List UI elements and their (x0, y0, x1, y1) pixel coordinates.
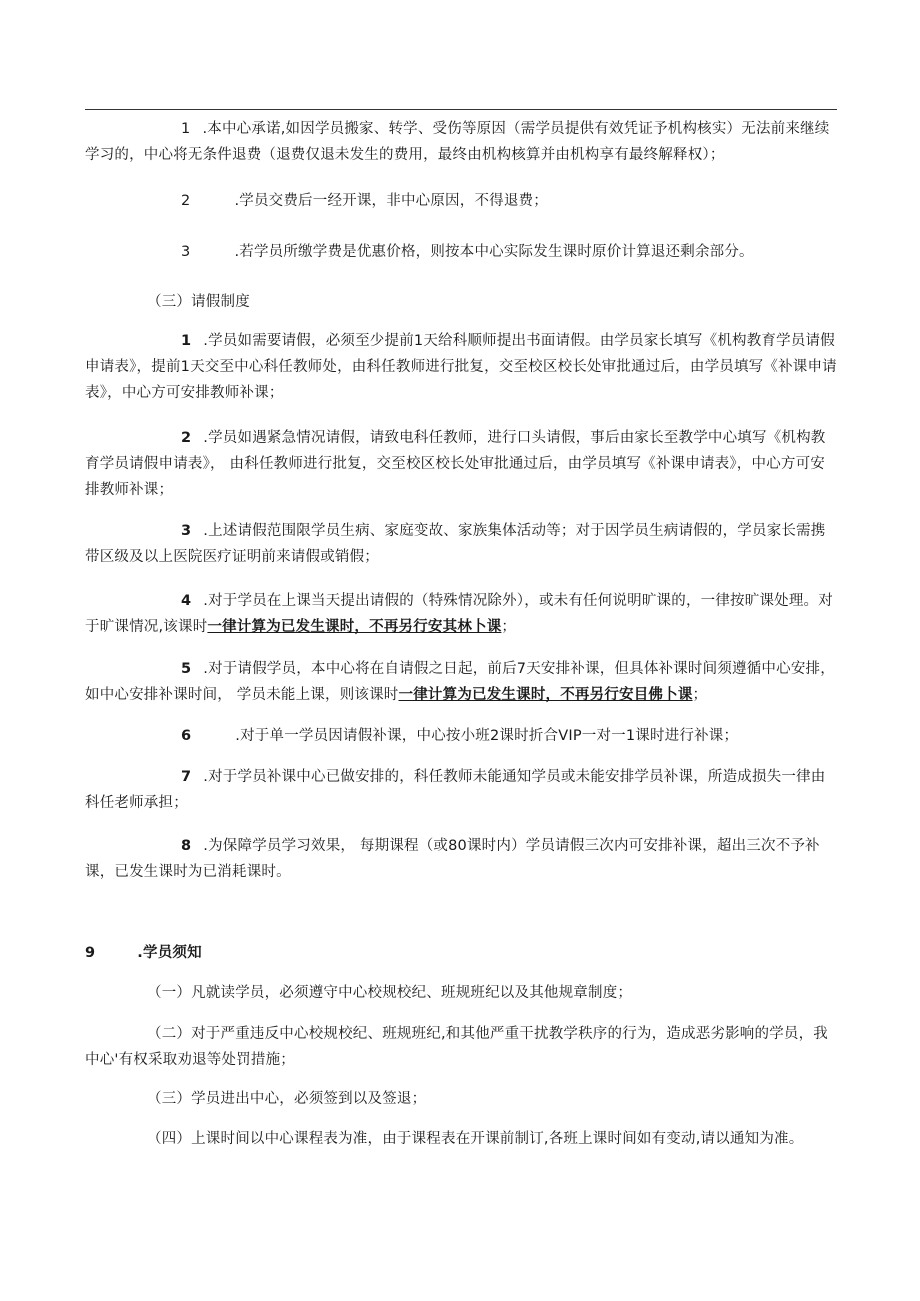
notice-item-1 (85, 980, 837, 1006)
item-number: 1 (181, 333, 192, 349)
notice-text: （二）对于严重违反中心校规校纪、班规班纪,和其他严重干扰教学秩序的行为，造成恶劣影响的学员，我中心'有权采取劝退等处罚措施； (85, 1026, 829, 1068)
notice-text: （三）学员进出中心，必须签到以及签退； (147, 1091, 427, 1107)
notice-item-2 (85, 1021, 837, 1073)
notice-item-3 (85, 1086, 837, 1112)
item-text: .本中心承诺,如因学员搬家、转学、受伤等原因（需学员提供有效凭证予机构核实）无法前来继续学习的，中心将无条件退费（退费仅退未发生的费用，最终由机构核算并由机构享有最终解释权）； (85, 121, 830, 163)
leave-section-title (85, 289, 837, 315)
item-number: 7 (181, 769, 192, 785)
item-text: .对于学员在上课当天提出请假的（特殊情况除外），或未有任何说明旷课的，一律按旷课处理。对于旷课情况,该课时 (85, 593, 833, 635)
leave-item-2 (85, 425, 837, 503)
notice-heading (85, 940, 837, 966)
refund-item-1 (85, 116, 837, 168)
leave-item-1 (85, 328, 837, 406)
item-text: .学员交费后一经开课，非中心原因，不得退费； (234, 193, 548, 209)
item-text: .上述请假范围限学员生病、家庭变故、家族集体活动等；对于因学员生病请假的，学员家长需携带区级及以上医院医疗证明前来请假或销假； (85, 523, 826, 565)
section-number: 9 (85, 945, 96, 961)
emphasized-text: 一律计算为已发生课时，不再另行安目佛卜课 (398, 687, 693, 703)
item-text: .对于请假学员，本中心将在自请假之日起，前后7天安排补课，但具体补课时间须遵循中心安排，如中心安排补课时间， 学员未能上课，则该课时 (85, 661, 835, 703)
item-text-end: ； (692, 687, 708, 703)
item-text: .对于学员补课中心已做安排的，科任教师未能通知学员或未能安排学员补课，所造成损失一律由科任老师承担； (85, 769, 826, 811)
refund-item-3 (85, 239, 837, 265)
notice-text: （四）上课时间以中心课程表为准，由于课程表在开课前制订,各班上课时间如有变动,请以通知为准。 (147, 1131, 804, 1147)
emphasized-text: 一律计算为已发生课时，不再另行安其林卜课 (207, 619, 502, 635)
item-text: .对于单一学员因请假补课，中心按小班2课时折合VIP一对一1课时进行补课； (235, 728, 739, 744)
leave-item-4 (85, 588, 837, 640)
item-number: 2 (181, 430, 192, 446)
item-number: 8 (181, 838, 192, 854)
header-rule (85, 109, 837, 110)
refund-item-2 (85, 188, 837, 214)
item-text: .若学员所缴学费是优惠价格，则按本中心实际发生课时原价计算退还剩余部分。 (234, 244, 754, 260)
item-number: 1 (181, 121, 191, 137)
item-text: .为保障学员学习效果， 每期课程（或80课时内）学员请假三次内可安排补课，超出三次不予补课，已发生课时为已消耗课时。 (85, 838, 820, 880)
notice-text: （一）凡就读学员，必须遵守中心校规校纪、班规班纪以及其他规章制度； (147, 985, 633, 1001)
item-number: 4 (181, 593, 192, 609)
leave-item-3 (85, 518, 837, 570)
notice-item-4 (85, 1126, 837, 1152)
item-number: 2 (181, 193, 191, 209)
leave-item-6 (85, 723, 837, 749)
section-title: （三）请假制度 (147, 294, 250, 310)
item-text-end: ； (501, 619, 517, 635)
item-text: .学员如遇紧急情况请假，请致电科任教师，进行口头请假，事后由家长至教学中心填写《机构教育学员请假申请表》， 由科任教师进行批复，交至校区校长处审批通过后，由学员填写《补课申请表》，中心方可安排教师补课； (85, 430, 826, 498)
leave-item-5 (85, 656, 837, 708)
leave-item-7 (85, 764, 837, 816)
leave-item-8 (85, 833, 837, 885)
item-number: 3 (181, 523, 192, 539)
section-title: .学员须知 (137, 945, 202, 961)
item-number: 6 (181, 728, 192, 744)
item-text: .学员如需要请假，必须至少提前1天给科顺师提出书面请假。由学员家长填写《机构教育学员请假申请表》，提前1天交至中心科任教师处，由科任教师进行批复，交至校区校长处审批通过后，由学员填写《补课申请表》，中心方可安排教师补课； (85, 333, 837, 401)
item-number: 3 (181, 244, 191, 260)
item-number: 5 (181, 661, 192, 677)
